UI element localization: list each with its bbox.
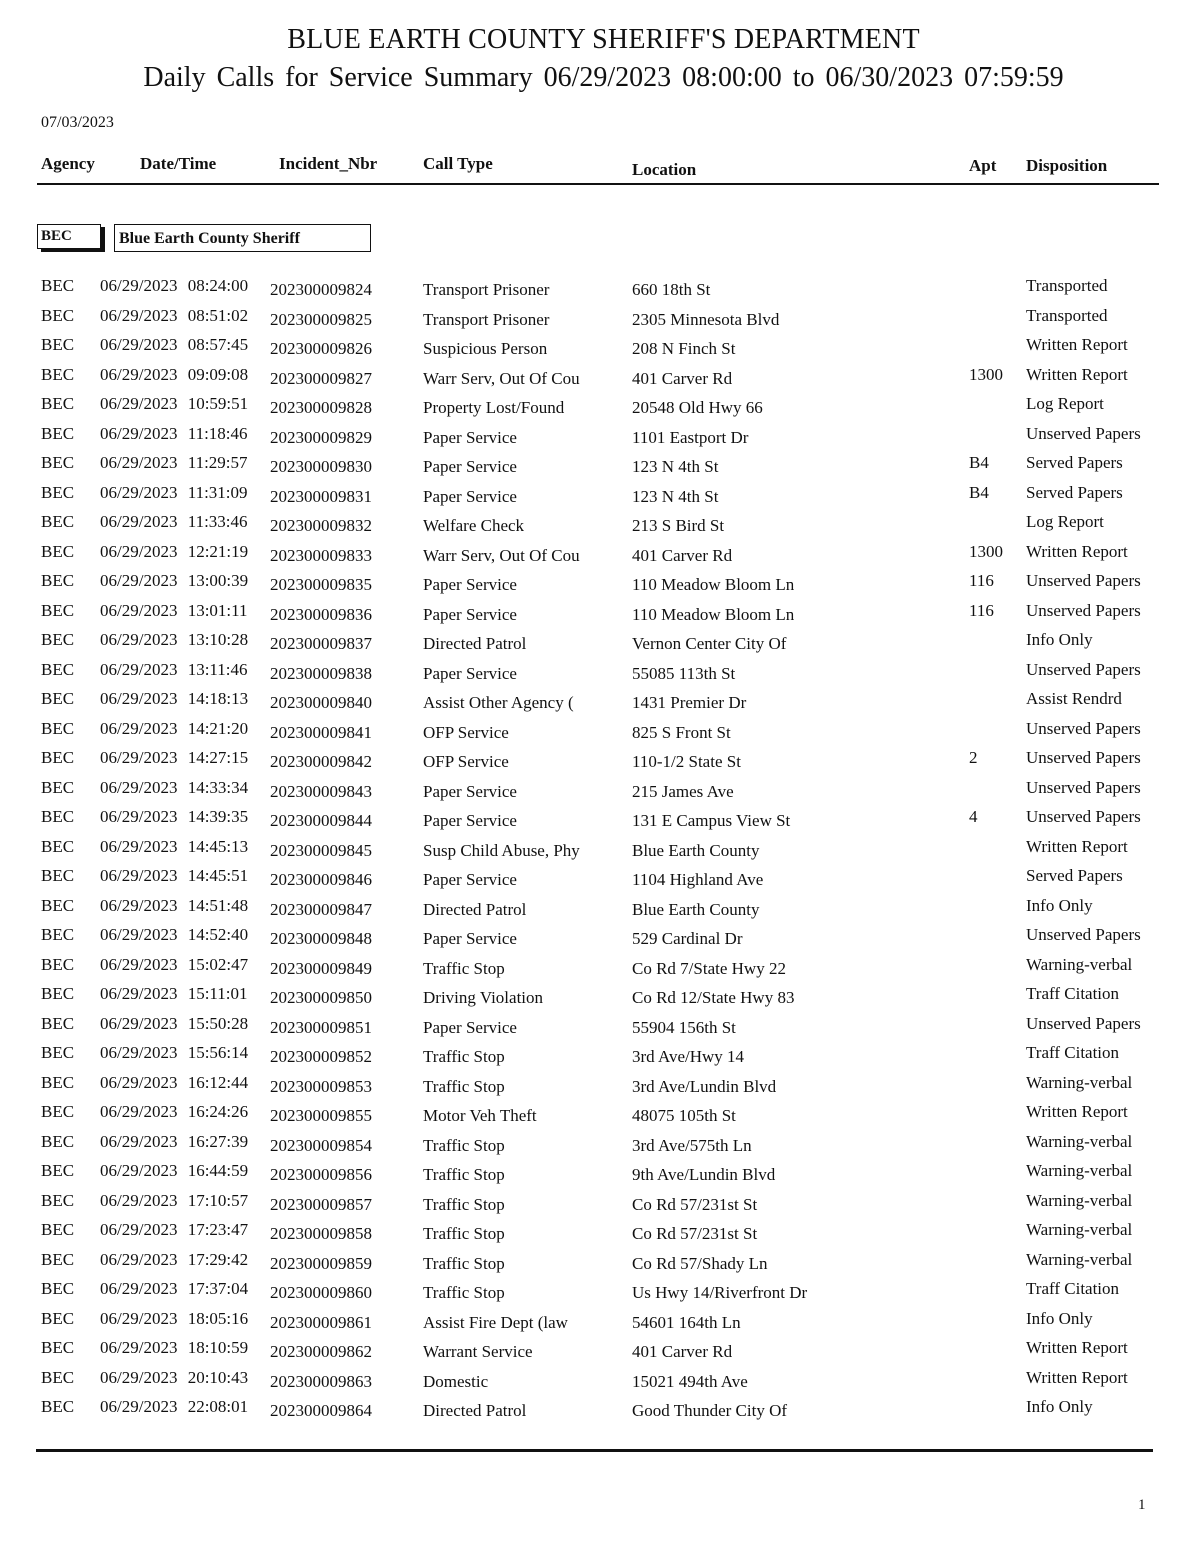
location-cell: 15021 494th Ave	[632, 1371, 748, 1391]
calltype-cell: Assist Other Agency (	[423, 693, 574, 712]
incident-cell: 202300009853	[270, 1076, 372, 1096]
datetime-cell: 06/29/2023 16:24:26	[100, 1102, 249, 1121]
table-row	[0, 1220, 1200, 1249]
table-row	[0, 335, 1200, 364]
datetime-cell: 06/29/2023 14:18:13	[100, 689, 249, 708]
datetime-cell: 06/29/2023 14:33:34	[100, 777, 249, 797]
disposition-cell: Written Report	[1026, 1367, 1128, 1387]
disposition-cell: Transported	[1026, 276, 1108, 295]
calltype-cell: Transport Prisoner	[423, 309, 550, 329]
location-cell: 55904 156th St	[632, 1017, 736, 1037]
datetime-cell: 06/29/2023 14:39:35	[100, 807, 249, 826]
footer-rule	[36, 1449, 1153, 1452]
calltype-cell: Traffic Stop	[423, 1194, 505, 1214]
datetime-cell: 06/29/2023 11:29:57	[100, 453, 248, 472]
datetime-cell: 06/29/2023 12:21:19	[100, 541, 249, 561]
incident-cell: 202300009849	[270, 958, 372, 978]
agency-cell: BEC	[41, 1279, 75, 1298]
incident-cell: 202300009846	[270, 870, 372, 889]
table-row	[0, 394, 1200, 423]
datetime-cell: 06/29/2023 13:11:46	[100, 659, 248, 679]
agency-cell: BEC	[41, 1249, 75, 1269]
datetime-cell: 06/29/2023 08:24:00	[100, 276, 249, 295]
calltype-cell: Susp Child Abuse, Phy	[423, 840, 580, 860]
table-row	[0, 689, 1200, 718]
table-row	[0, 542, 1200, 571]
location-cell: 3rd Ave/575th Ln	[632, 1135, 752, 1155]
incident-cell: 202300009845	[270, 840, 372, 860]
table-row	[0, 1279, 1200, 1308]
location-cell: 3rd Ave/Hwy 14	[632, 1047, 745, 1066]
calltype-cell: Traffic Stop	[423, 1224, 505, 1243]
table-row	[0, 483, 1200, 512]
disposition-cell: Info Only	[1026, 630, 1093, 649]
disposition-cell: Unserved Papers	[1026, 718, 1141, 738]
calltype-cell: Paper Service	[423, 929, 517, 948]
apt-cell: 116	[969, 571, 994, 590]
incident-cell: 202300009856	[270, 1165, 372, 1184]
location-cell: 20548 Old Hwy 66	[632, 398, 763, 417]
column-header-datetime: Date/Time	[140, 154, 217, 173]
incident-cell: 202300009843	[270, 781, 372, 801]
table-row	[0, 1338, 1200, 1367]
incident-cell: 202300009847	[270, 899, 372, 919]
agency-cell: BEC	[41, 335, 75, 354]
incident-cell: 202300009859	[270, 1253, 372, 1273]
table-row	[0, 365, 1200, 394]
datetime-cell: 06/29/2023 15:11:01	[100, 984, 248, 1003]
column-header-incident: Incident_Nbr	[279, 154, 378, 173]
agency-name-box: Blue Earth County Sheriff	[114, 224, 371, 252]
location-cell: Good Thunder City Of	[632, 1401, 788, 1420]
location-cell: Co Rd 12/State Hwy 83	[632, 988, 795, 1007]
table-row	[0, 660, 1200, 689]
agency-code-box: BEC	[37, 224, 101, 249]
agency-cell: BEC	[41, 748, 75, 767]
calltype-cell: OFP Service	[423, 722, 509, 742]
location-cell: 2305 Minnesota Blvd	[632, 309, 780, 329]
table-row	[0, 630, 1200, 659]
calltype-cell: Traffic Stop	[423, 958, 505, 978]
table-row	[0, 778, 1200, 807]
agency-cell: BEC	[41, 600, 75, 620]
incident-cell: 202300009857	[270, 1194, 372, 1214]
location-cell: 1101 Eastport Dr	[632, 427, 749, 447]
agency-cell: BEC	[41, 1013, 75, 1033]
datetime-cell: 06/29/2023 08:51:02	[100, 305, 249, 325]
location-cell: 529 Cardinal Dr	[632, 929, 743, 948]
agency-cell: BEC	[41, 895, 75, 915]
header-rule	[37, 183, 1159, 185]
agency-cell: BEC	[41, 305, 75, 325]
incident-cell: 202300009861	[270, 1312, 372, 1332]
agency-cell: BEC	[41, 954, 75, 974]
incident-cell: 202300009841	[270, 722, 372, 742]
location-cell: Blue Earth County	[632, 899, 760, 919]
table-row	[0, 955, 1200, 984]
disposition-cell: Traff Citation	[1026, 984, 1120, 1003]
datetime-cell: 06/29/2023 13:00:39	[100, 571, 249, 590]
calltype-cell: Warr Serv, Out Of Cou	[423, 368, 580, 388]
incident-cell: 202300009836	[270, 604, 372, 624]
calltype-cell: Motor Veh Theft	[423, 1106, 537, 1125]
incident-cell: 202300009829	[270, 427, 372, 447]
disposition-cell: Warning-verbal	[1026, 1131, 1133, 1151]
calltype-cell: Warrant Service	[423, 1342, 533, 1361]
datetime-cell: 06/29/2023 14:27:15	[100, 748, 249, 767]
incident-cell: 202300009832	[270, 516, 372, 535]
disposition-cell: Info Only	[1026, 895, 1093, 915]
datetime-cell: 06/29/2023 15:02:47	[100, 954, 249, 974]
table-row	[0, 1309, 1200, 1338]
datetime-cell: 06/29/2023 16:44:59	[100, 1161, 249, 1180]
disposition-cell: Unserved Papers	[1026, 1013, 1141, 1033]
column-header-location: Location	[632, 160, 697, 179]
table-row	[0, 866, 1200, 895]
agency-cell: BEC	[41, 866, 75, 885]
location-cell: 401 Carver Rd	[632, 1342, 733, 1361]
agency-cell: BEC	[41, 1190, 75, 1210]
agency-cell: BEC	[41, 364, 75, 384]
apt-cell: B4	[969, 482, 989, 502]
incident-cell: 202300009824	[270, 280, 372, 299]
disposition-cell: Written Report	[1026, 1102, 1128, 1121]
location-cell: 215 James Ave	[632, 781, 734, 801]
agency-cell: BEC	[41, 276, 75, 295]
location-cell: 131 E Campus View St	[632, 811, 791, 830]
location-cell: 825 S Front St	[632, 722, 731, 742]
datetime-cell: 06/29/2023 15:50:28	[100, 1013, 249, 1033]
agency-cell: BEC	[41, 1220, 75, 1239]
disposition-cell: Warning-verbal	[1026, 1249, 1133, 1269]
agency-cell: BEC	[41, 453, 75, 472]
table-row	[0, 1191, 1200, 1220]
table-row	[0, 984, 1200, 1013]
incident-cell: 202300009860	[270, 1283, 372, 1302]
calltype-cell: Traffic Stop	[423, 1253, 505, 1273]
run-date: 07/03/2023	[41, 114, 114, 131]
disposition-cell: Assist Rendrd	[1026, 689, 1122, 708]
disposition-cell: Warning-verbal	[1026, 1161, 1133, 1180]
agency-cell: BEC	[41, 659, 75, 679]
disposition-cell: Written Report	[1026, 364, 1128, 384]
agency-cell: BEC	[41, 718, 75, 738]
datetime-cell: 06/29/2023 17:37:04	[100, 1279, 249, 1298]
agency-cell: BEC	[41, 423, 75, 443]
calltype-cell: Paper Service	[423, 427, 517, 447]
agency-cell: BEC	[41, 689, 75, 708]
location-cell: 208 N Finch St	[632, 339, 736, 358]
datetime-cell: 06/29/2023 22:08:01	[100, 1397, 249, 1416]
calltype-cell: Traffic Stop	[423, 1135, 505, 1155]
disposition-cell: Served Papers	[1026, 453, 1123, 472]
incident-cell: 202300009862	[270, 1342, 372, 1361]
incident-cell: 202300009830	[270, 457, 372, 476]
table-row	[0, 1043, 1200, 1072]
column-header-agency: Agency	[41, 154, 95, 173]
datetime-cell: 06/29/2023 10:59:51	[100, 394, 249, 413]
disposition-cell: Info Only	[1026, 1308, 1093, 1328]
table-row	[0, 896, 1200, 925]
calltype-cell: Traffic Stop	[423, 1076, 505, 1096]
incident-cell: 202300009854	[270, 1135, 372, 1155]
agency-cell: BEC	[41, 777, 75, 797]
column-header-apt: Apt	[969, 156, 997, 175]
location-cell: 401 Carver Rd	[632, 368, 733, 388]
agency-cell: BEC	[41, 482, 75, 502]
datetime-cell: 06/29/2023 17:23:47	[100, 1220, 249, 1239]
agency-cell: BEC	[41, 394, 75, 413]
location-cell: Co Rd 57/231st St	[632, 1224, 758, 1243]
calltype-cell: Paper Service	[423, 663, 517, 683]
disposition-cell: Unserved Papers	[1026, 659, 1141, 679]
disposition-cell: Warning-verbal	[1026, 1072, 1133, 1092]
disposition-cell: Log Report	[1026, 394, 1104, 413]
incident-cell: 202300009827	[270, 368, 372, 388]
incident-cell: 202300009826	[270, 339, 372, 358]
datetime-cell: 06/29/2023 11:31:09	[100, 482, 248, 502]
agency-cell: BEC	[41, 1161, 75, 1180]
location-cell: 55085 113th St	[632, 663, 736, 683]
datetime-cell: 06/29/2023 13:01:11	[100, 600, 248, 620]
disposition-cell: Unserved Papers	[1026, 748, 1141, 767]
disposition-cell: Written Report	[1026, 1338, 1128, 1357]
datetime-cell: 06/29/2023 18:10:59	[100, 1338, 249, 1357]
datetime-cell: 06/29/2023 20:10:43	[100, 1367, 249, 1387]
table-row	[0, 1014, 1200, 1043]
calltype-cell: Property Lost/Found	[423, 398, 565, 417]
datetime-cell: 06/29/2023 18:05:16	[100, 1308, 249, 1328]
incident-cell: 202300009864	[270, 1401, 372, 1420]
datetime-cell: 06/29/2023 14:52:40	[100, 925, 249, 944]
disposition-cell: Transported	[1026, 305, 1108, 325]
location-cell: 3rd Ave/Lundin Blvd	[632, 1076, 777, 1096]
agency-cell: BEC	[41, 512, 75, 531]
datetime-cell: 06/29/2023 16:12:44	[100, 1072, 249, 1092]
location-cell: 401 Carver Rd	[632, 545, 733, 565]
agency-cell: BEC	[41, 1367, 75, 1387]
calltype-cell: Paper Service	[423, 1017, 517, 1037]
location-cell: 213 S Bird St	[632, 516, 725, 535]
disposition-cell: Warning-verbal	[1026, 1220, 1133, 1239]
table-row	[0, 807, 1200, 836]
disposition-cell: Served Papers	[1026, 482, 1123, 502]
calltype-cell: Driving Violation	[423, 988, 544, 1007]
disposition-cell: Info Only	[1026, 1397, 1093, 1416]
incident-cell: 202300009840	[270, 693, 372, 712]
calltype-cell: Paper Service	[423, 575, 517, 594]
agency-cell: BEC	[41, 630, 75, 649]
apt-cell: 2	[969, 748, 978, 767]
table-row	[0, 1397, 1200, 1426]
incident-cell: 202300009828	[270, 398, 372, 417]
agency-cell: BEC	[41, 1072, 75, 1092]
calltype-cell: Paper Service	[423, 457, 517, 476]
incident-cell: 202300009837	[270, 634, 372, 653]
location-cell: Blue Earth County	[632, 840, 760, 860]
calltype-cell: Traffic Stop	[423, 1165, 505, 1184]
incident-cell: 202300009825	[270, 309, 372, 329]
location-cell: 123 N 4th St	[632, 486, 719, 506]
datetime-cell: 06/29/2023 08:57:45	[100, 335, 249, 354]
calltype-cell: Welfare Check	[423, 516, 525, 535]
location-cell: Co Rd 7/State Hwy 22	[632, 958, 786, 978]
column-header-disposition: Disposition	[1026, 156, 1108, 175]
disposition-cell: Traff Citation	[1026, 1279, 1120, 1298]
datetime-cell: 06/29/2023 17:29:42	[100, 1249, 249, 1269]
table-row	[0, 1102, 1200, 1131]
agency-cell: BEC	[41, 836, 75, 856]
calltype-cell: Directed Patrol	[423, 1401, 527, 1420]
calltype-cell: Paper Service	[423, 486, 517, 506]
calltype-cell: Transport Prisoner	[423, 280, 550, 299]
report-subtitle: Daily Calls for Service Summary 06/29/2023 08:00:00 to 06/30/2023 07:59:59	[143, 62, 1064, 93]
incident-cell: 202300009842	[270, 752, 372, 771]
calltype-cell: Paper Service	[423, 811, 517, 830]
agency-cell: BEC	[41, 925, 75, 944]
datetime-cell: 06/29/2023 14:45:51	[100, 866, 249, 885]
agency-cell: BEC	[41, 1102, 75, 1121]
calltype-cell: Domestic	[423, 1371, 489, 1391]
table-row	[0, 719, 1200, 748]
agency-cell: BEC	[41, 1308, 75, 1328]
location-cell: 48075 105th St	[632, 1106, 736, 1125]
incident-cell: 202300009850	[270, 988, 372, 1007]
disposition-cell: Traff Citation	[1026, 1043, 1120, 1062]
datetime-cell: 06/29/2023 09:09:08	[100, 364, 249, 384]
table-row	[0, 276, 1200, 305]
disposition-cell: Written Report	[1026, 836, 1128, 856]
agency-cell: BEC	[41, 1397, 75, 1416]
calltype-cell: Paper Service	[423, 604, 517, 624]
datetime-cell: 06/29/2023 15:56:14	[100, 1043, 249, 1062]
calltype-cell: Traffic Stop	[423, 1283, 505, 1302]
disposition-cell: Warning-verbal	[1026, 1190, 1133, 1210]
apt-cell: 116	[969, 600, 994, 620]
apt-cell: 1300	[969, 364, 1003, 384]
disposition-cell: Served Papers	[1026, 866, 1123, 885]
location-cell: 1104 Highland Ave	[632, 870, 764, 889]
location-cell: 1431 Premier Dr	[632, 693, 747, 712]
calltype-cell: Paper Service	[423, 781, 517, 801]
calltype-cell: Suspicious Person	[423, 339, 548, 358]
incident-cell: 202300009838	[270, 663, 372, 683]
agency-cell: BEC	[41, 571, 75, 590]
incident-cell: 202300009851	[270, 1017, 372, 1037]
datetime-cell: 06/29/2023 17:10:57	[100, 1190, 249, 1210]
incident-cell: 202300009833	[270, 545, 372, 565]
location-cell: 110-1/2 State St	[632, 752, 741, 771]
location-cell: Us Hwy 14/Riverfront Dr	[632, 1283, 808, 1302]
incident-cell: 202300009855	[270, 1106, 372, 1125]
incident-cell: 202300009835	[270, 575, 372, 594]
datetime-cell: 06/29/2023 14:21:20	[100, 718, 249, 738]
table-row	[0, 748, 1200, 777]
table-row	[0, 1161, 1200, 1190]
disposition-cell: Unserved Papers	[1026, 807, 1141, 826]
report-title: BLUE EARTH COUNTY SHERIFF'S DEPARTMENT	[287, 24, 920, 55]
incident-cell: 202300009844	[270, 811, 372, 830]
agency-cell: BEC	[41, 541, 75, 561]
calltype-cell: Directed Patrol	[423, 899, 527, 919]
location-cell: 123 N 4th St	[632, 457, 719, 476]
disposition-cell: Unserved Papers	[1026, 777, 1141, 797]
column-header-calltype: Call Type	[423, 154, 493, 173]
disposition-cell: Written Report	[1026, 541, 1128, 561]
calltype-cell: Assist Fire Dept (law	[423, 1312, 568, 1332]
datetime-cell: 06/29/2023 11:18:46	[100, 423, 248, 443]
table-row	[0, 837, 1200, 866]
location-cell: 660 18th St	[632, 280, 711, 299]
calltype-cell: Directed Patrol	[423, 634, 527, 653]
agency-cell: BEC	[41, 1338, 75, 1357]
datetime-cell: 06/29/2023 13:10:28	[100, 630, 249, 649]
location-cell: 54601 164th Ln	[632, 1312, 741, 1332]
location-cell: Co Rd 57/Shady Ln	[632, 1253, 768, 1273]
table-row	[0, 512, 1200, 541]
disposition-cell: Unserved Papers	[1026, 571, 1141, 590]
page-number: 1	[1138, 1497, 1146, 1513]
table-row	[0, 571, 1200, 600]
calltype-cell: Paper Service	[423, 870, 517, 889]
disposition-cell: Unserved Papers	[1026, 600, 1141, 620]
incident-cell: 202300009858	[270, 1224, 372, 1243]
disposition-cell: Written Report	[1026, 335, 1128, 354]
apt-cell: 4	[969, 807, 978, 826]
datetime-cell: 06/29/2023 14:51:48	[100, 895, 249, 915]
table-row	[0, 424, 1200, 453]
table-row	[0, 1073, 1200, 1102]
table-row	[0, 306, 1200, 335]
datetime-cell: 06/29/2023 16:27:39	[100, 1131, 249, 1151]
table-row	[0, 1368, 1200, 1397]
incident-cell: 202300009852	[270, 1047, 372, 1066]
incident-cell: 202300009831	[270, 486, 372, 506]
disposition-cell: Warning-verbal	[1026, 954, 1133, 974]
apt-cell: B4	[969, 453, 989, 472]
location-cell: Co Rd 57/231st St	[632, 1194, 758, 1214]
datetime-cell: 06/29/2023 11:33:46	[100, 512, 248, 531]
location-cell: 110 Meadow Bloom Ln	[632, 604, 795, 624]
agency-cell: BEC	[41, 984, 75, 1003]
table-row	[0, 453, 1200, 482]
calltype-cell: OFP Service	[423, 752, 509, 771]
apt-cell: 1300	[969, 541, 1003, 561]
agency-cell: BEC	[41, 1043, 75, 1062]
table-row	[0, 1250, 1200, 1279]
table-row	[0, 601, 1200, 630]
disposition-cell: Log Report	[1026, 512, 1104, 531]
incident-cell: 202300009848	[270, 929, 372, 948]
location-cell: Vernon Center City Of	[632, 634, 787, 653]
calltype-cell: Traffic Stop	[423, 1047, 505, 1066]
table-row	[0, 1132, 1200, 1161]
datetime-cell: 06/29/2023 14:45:13	[100, 836, 249, 856]
location-cell: 9th Ave/Lundin Blvd	[632, 1165, 776, 1184]
disposition-cell: Unserved Papers	[1026, 423, 1141, 443]
agency-cell: BEC	[41, 807, 75, 826]
calltype-cell: Warr Serv, Out Of Cou	[423, 545, 580, 565]
agency-cell: BEC	[41, 1131, 75, 1151]
location-cell: 110 Meadow Bloom Ln	[632, 575, 795, 594]
table-row	[0, 925, 1200, 954]
disposition-cell: Unserved Papers	[1026, 925, 1141, 944]
incident-cell: 202300009863	[270, 1371, 372, 1391]
